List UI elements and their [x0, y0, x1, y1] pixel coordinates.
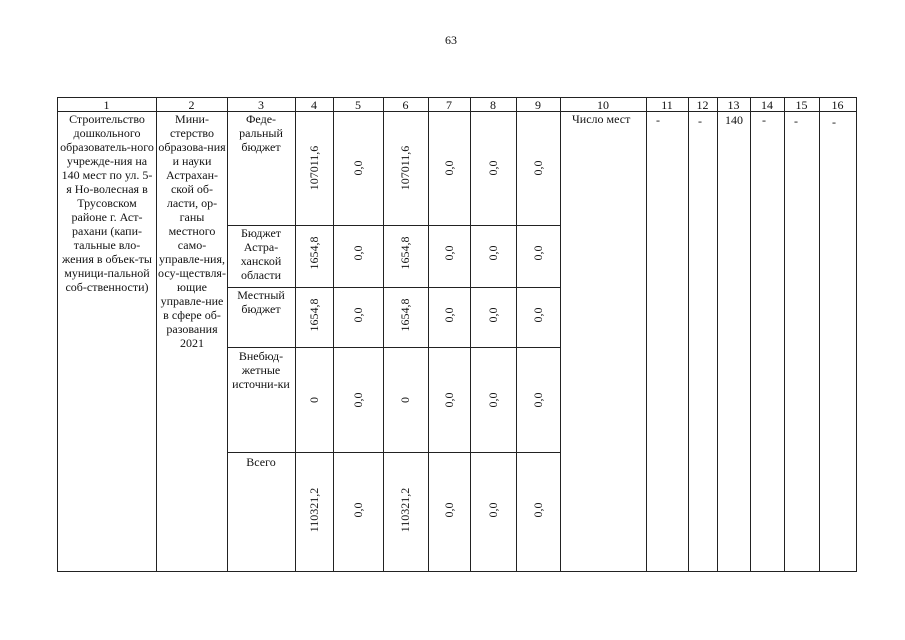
column-header: 13	[727, 98, 740, 112]
object-name: Строительство дошкольного образователь-ного учрежде-ния на 140 мест по ул. 5-я Но-волесная в Трусовском районе г. Аст-рахани (капи-тальные вло-жения в объек-ты муници-пальной соб-ственности)	[60, 112, 154, 294]
column-header: 7	[446, 98, 452, 112]
value-cell: 0,0	[486, 245, 500, 261]
executor-name: Мини-стерство образова-ния и науки Астрахан-ской об-ласти, ор-ганы местного само-управле-ния, осу-ществля-ющие управле-ние в сфере об-разования 2021	[158, 112, 226, 350]
value-cell: 0,0	[442, 502, 456, 518]
column-header: 12	[696, 98, 709, 112]
column-header: 1	[103, 98, 110, 112]
col14-value: -	[762, 113, 766, 127]
column-header: 15	[795, 98, 808, 112]
col-border	[156, 97, 157, 572]
page-number: 63	[445, 33, 457, 47]
col-border	[560, 97, 561, 572]
value-cell: 1654,8	[307, 298, 321, 332]
source-name: Феде-ральный бюджет	[239, 112, 283, 154]
value-cell: 0,0	[351, 502, 365, 518]
col-border	[227, 97, 228, 572]
col16-value: -	[832, 115, 836, 129]
col-border	[784, 97, 785, 572]
value-cell: 1654,8	[398, 236, 412, 270]
value-cell: 0,0	[486, 307, 500, 323]
column-header: 14	[761, 98, 773, 112]
source-name: Внебюд-жетные источни-ки	[232, 349, 290, 391]
col-border	[516, 97, 517, 572]
value-cell: 0	[307, 397, 321, 403]
col-border	[717, 97, 718, 572]
column-header: 6	[402, 98, 409, 112]
col15-value: -	[794, 114, 798, 128]
column-header: 5	[355, 98, 361, 112]
value-cell: 0,0	[442, 392, 456, 408]
value-cell: 0,0	[486, 392, 500, 408]
value-cell: 0,0	[351, 160, 365, 176]
value-cell: 1654,8	[307, 236, 321, 270]
col-border	[856, 97, 857, 572]
column-header: 11	[661, 98, 673, 112]
column-header: 3	[258, 98, 264, 112]
value-cell: 110321,2	[398, 487, 412, 533]
source-divider	[227, 347, 560, 348]
col-border	[819, 97, 820, 572]
source-name: Бюджет Астра-ханской области	[240, 226, 282, 282]
value-cell: 0,0	[442, 307, 456, 323]
value-cell: 0,0	[531, 392, 545, 408]
col-border	[428, 97, 429, 572]
column-header: 9	[535, 98, 541, 112]
col11-value: -	[656, 113, 660, 127]
col-border	[57, 97, 58, 572]
col-border	[646, 97, 647, 572]
column-header: 2	[188, 98, 195, 112]
col-border	[383, 97, 384, 572]
source-name: Всего	[246, 455, 276, 469]
column-header: 4	[311, 98, 317, 112]
value-cell: 0,0	[351, 307, 365, 323]
value-cell: 0,0	[531, 160, 545, 176]
indicator-name: Число мест	[572, 112, 631, 126]
value-cell: 0,0	[531, 245, 545, 261]
value-cell: 0,0	[531, 307, 545, 323]
value-cell: 107011,6	[398, 145, 412, 191]
value-cell: 107011,6	[307, 145, 321, 191]
column-header: 16	[831, 98, 844, 112]
table-bottom-border	[57, 571, 857, 572]
value-cell: 0,0	[351, 245, 365, 261]
col13-value: 140	[725, 113, 743, 127]
value-cell: 0,0	[486, 502, 500, 518]
value-cell: 0,0	[531, 502, 545, 518]
column-header: 10	[597, 98, 609, 112]
column-header: 8	[490, 98, 496, 112]
value-cell: 0,0	[486, 160, 500, 176]
value-cell: 1654,8	[398, 298, 412, 332]
value-cell: 110321,2	[307, 487, 321, 533]
value-cell: 0,0	[351, 392, 365, 408]
source-name: Местный бюджет	[237, 288, 285, 316]
col-border	[470, 97, 471, 572]
col12-value: -	[698, 114, 702, 128]
col-border	[688, 97, 689, 572]
value-cell: 0,0	[442, 160, 456, 176]
value-cell: 0,0	[442, 245, 456, 261]
source-divider	[227, 452, 560, 453]
col-border	[333, 97, 334, 572]
col-border	[750, 97, 751, 572]
value-cell: 0	[398, 397, 412, 403]
col-border	[295, 97, 296, 572]
